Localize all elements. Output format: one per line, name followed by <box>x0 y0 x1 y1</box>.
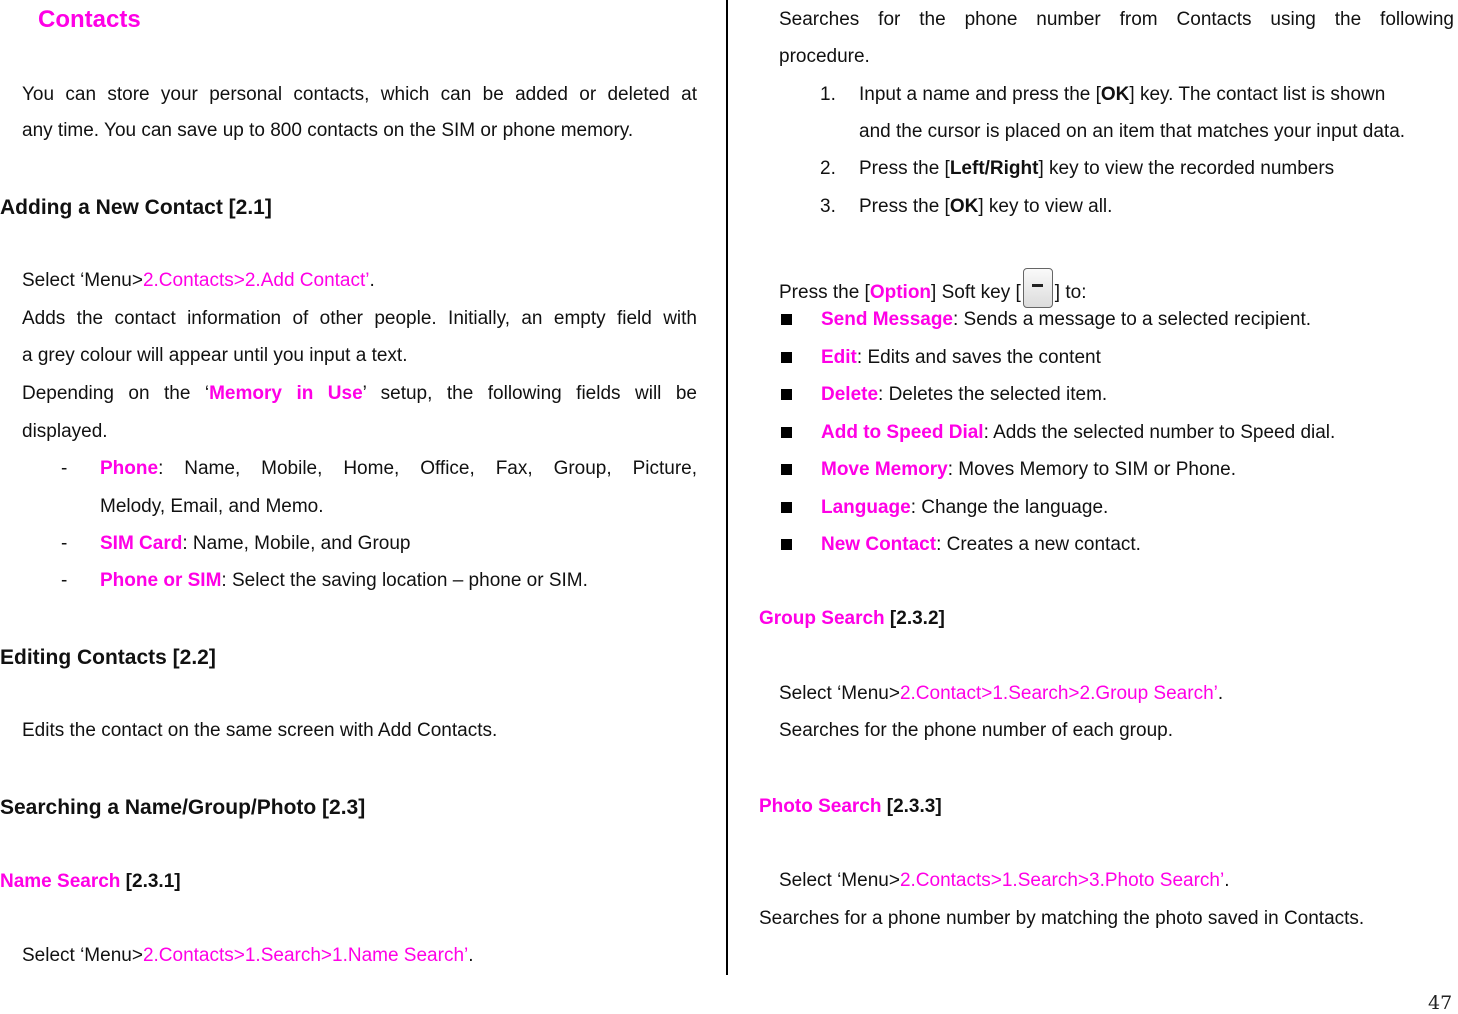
add-desc-line-2: a grey colour will appear until you input a text. <box>22 345 408 366</box>
step-number: 2. <box>820 158 836 179</box>
step-3: Press the [OK] key to view all. <box>859 196 1113 217</box>
column-divider <box>726 0 728 975</box>
dash-bullet: - <box>61 458 68 479</box>
phone-fields-line-1: Phone: Name, Mobile, Home, Office, Fax, Group, Picture, <box>100 458 697 479</box>
right-intro-line-1: Searches for the phone number from Contacts using the following <box>779 9 1454 30</box>
square-bullet-icon <box>781 539 792 550</box>
heading-search: Searching a Name/Group/Photo [2.3] <box>0 796 366 819</box>
page-number: 47 <box>1428 992 1453 1014</box>
option-item: Move Memory: Moves Memory to SIM or Phone. <box>821 459 1236 480</box>
left-soft-key-icon <box>1023 268 1053 308</box>
intro-line-1: You can store your personal contacts, which can be added or deleted at <box>22 84 697 105</box>
option-item: Delete: Deletes the selected item. <box>821 384 1108 405</box>
edit-desc: Edits the contact on the same screen with Add Contacts. <box>22 720 498 741</box>
depend-line-1: Depending on the ‘Memory in Use’ setup, the following fields will be <box>22 383 697 404</box>
square-bullet-icon <box>781 352 792 363</box>
name-select-path: Select ‘Menu>2.Contacts>1.Search>1.Name Search’. <box>22 945 474 966</box>
dash-bullet: - <box>61 533 68 554</box>
option-item: Add to Speed Dial: Adds the selected number to Speed dial. <box>821 421 1336 443</box>
press-option-line: Press the [Option] Soft key [ ] to: <box>779 268 1086 308</box>
heading-edit-contacts: Editing Contacts [2.2] <box>0 646 216 669</box>
step-number: 3. <box>820 196 836 217</box>
option-item: Language: Change the language. <box>821 496 1109 518</box>
heading-name-search: Name Search [2.3.1] <box>0 871 181 892</box>
square-bullet-icon <box>781 389 792 400</box>
square-bullet-icon <box>781 502 792 513</box>
intro-line-2: any time. You can save up to 800 contacts on the SIM or phone memory. <box>22 120 634 141</box>
sim-fields: SIM Card: Name, Mobile, and Group <box>100 533 411 554</box>
phone-or-sim-fields: Phone or SIM: Select the saving location – phone or SIM. <box>100 570 588 591</box>
group-desc: Searches for the phone number of each group. <box>779 720 1173 741</box>
heading-photo-search: Photo Search [2.3.3] <box>759 796 942 817</box>
heading-group-search: Group Search [2.3.2] <box>759 608 945 629</box>
photo-desc: Searches for a phone number by matching the photo saved in Contacts. <box>759 908 1365 929</box>
step-1-line-2: and the cursor is placed on an item that matches your input data. <box>859 121 1406 142</box>
phone-fields-line-2: Melody, Email, and Memo. <box>100 496 324 517</box>
square-bullet-icon <box>781 464 792 475</box>
add-desc-line-1: Adds the contact information of other people. Initially, an empty field with <box>22 308 697 329</box>
dash-bullet: - <box>61 570 68 591</box>
step-1-line-1: Input a name and press the [OK] key. The contact list is shown <box>859 84 1386 105</box>
add-select-path: Select ‘Menu>2.Contacts>2.Add Contact’. <box>22 270 375 291</box>
heading-add-contact: Adding a New Contact [2.1] <box>0 196 272 219</box>
step-number: 1. <box>820 84 836 105</box>
option-item: New Contact: Creates a new contact. <box>821 534 1141 555</box>
option-item: Send Message: Sends a message to a selected recipient. <box>821 309 1312 330</box>
depend-line-2: displayed. <box>22 421 108 442</box>
step-2: Press the [Left/Right] key to view the recorded numbers <box>859 158 1335 179</box>
right-intro-line-2: procedure. <box>779 46 870 67</box>
square-bullet-icon <box>781 314 792 325</box>
square-bullet-icon <box>781 427 792 438</box>
photo-select-path: Select ‘Menu>2.Contacts>1.Search>3.Photo Search’. <box>779 870 1230 891</box>
group-select-path: Select ‘Menu>2.Contact>1.Search>2.Group Search’. <box>779 683 1224 704</box>
section-title: Contacts <box>38 6 141 33</box>
option-item: Edit: Edits and saves the content <box>821 346 1101 368</box>
